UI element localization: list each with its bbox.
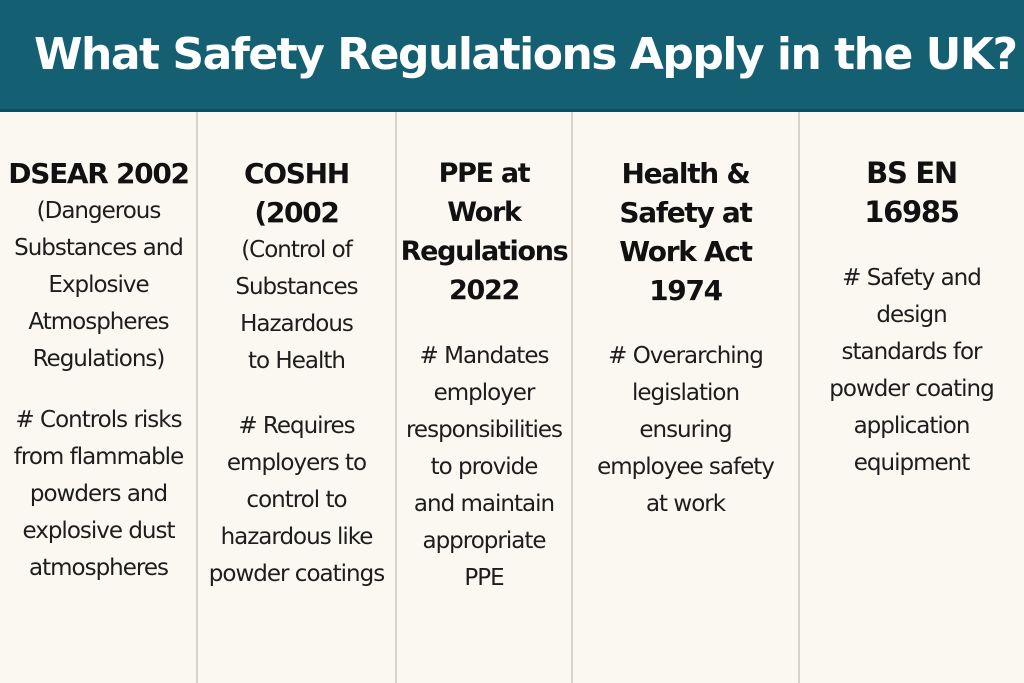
regulation-description-line: appropriate [422,528,546,554]
regulation-name-line: Work Act [619,235,752,268]
regulation-name-line: Safety at [619,196,752,229]
regulation-name-line: 16985 [864,195,959,229]
regulation-description [4,402,194,587]
regulation-name [576,154,796,310]
regulation-name [803,154,1021,232]
regulation-full-name-line: (Dangerous [36,198,161,224]
regulation-name-line: DSEAR 2002 [8,157,189,190]
regulation-description-line: # Mandates [419,343,549,369]
section-spacer [197,380,396,408]
regulation-description-line: atmospheres [29,555,168,581]
regulation-description-line: # Controls risks [15,407,182,433]
regulation-column-dsear [0,112,197,683]
regulation-description-line: ensuring [639,417,732,443]
regulation-name [202,154,392,232]
regulation-description-line: explosive dust [22,518,175,544]
regulation-description-line: employee safety [597,454,774,480]
regulation-description-line: design [876,302,947,328]
regulation-description-line: from flammable [13,444,184,470]
regulation-description-line: control to [246,487,347,513]
regulation-description-line: hazardous like [220,524,373,550]
regulation-description-line: # Safety and [842,265,981,291]
regulation-full-name-line: (Control of [241,237,352,263]
regulation-description [576,338,796,523]
regulation-column-bs-en [799,112,1024,683]
regulation-description-line: equipment [853,450,970,476]
regulation-full-name-line: Substances [235,274,358,300]
regulation-name-line: COSHH [244,157,349,190]
regulation-name-line: (2002 [254,196,339,229]
regulation-description [803,260,1021,482]
regulation-name-line: PPE at [438,158,530,189]
regulation-description-line: PPE [464,565,504,591]
regulation-description [202,408,392,593]
regulation-description-line: powders and [29,481,168,507]
regulation-description-line: employer [433,380,535,406]
regulation-description [398,338,570,597]
regulation-description-line: powder coating [829,376,994,402]
regulation-full-name-line: Hazardous [240,311,353,337]
regulations-columns [0,112,1024,683]
regulation-name [398,154,570,310]
regulation-description-line: # Overarching [608,343,763,369]
regulation-description-line: and maintain [413,491,555,517]
regulation-name-line: Work [447,197,521,228]
section-spacer [572,310,799,338]
title-banner [0,0,1024,112]
regulation-column-ppe [396,112,572,683]
regulation-description-line: application [853,413,970,439]
regulation-full-name [4,193,194,378]
regulation-name-line: 2022 [449,275,519,306]
regulation-description-line: # Requires [238,413,355,439]
regulation-name-line: Regulations [400,236,568,267]
regulation-name-line: BS EN [866,156,957,190]
regulation-description-line: legislation [631,380,740,406]
section-spacer [799,232,1024,260]
regulation-full-name-line: Explosive [48,272,149,298]
regulation-column-health-safety [572,112,799,683]
regulation-full-name [202,232,392,380]
regulation-description-line: powder coatings [208,561,385,587]
regulation-description-line: responsibilities [405,417,563,443]
regulation-full-name-line: Substances and [14,235,183,261]
regulation-description-line: employers to [226,450,367,476]
regulation-description-line: to provide [430,454,538,480]
regulation-name [4,154,194,193]
regulation-column-coshh [197,112,396,683]
regulation-name-line: Health & [621,157,750,190]
regulation-full-name-line: Atmospheres [28,309,169,335]
regulation-full-name-line: to Health [248,348,345,374]
regulation-name-line: 1974 [649,274,722,307]
regulation-description-line: at work [645,491,726,517]
regulation-description-line: standards for [841,339,982,365]
section-spacer [396,310,572,338]
section-spacer [0,378,197,402]
page-title: What Safety Regulations Apply in the UK? [34,29,1017,80]
regulation-full-name-line: Regulations) [32,346,165,372]
